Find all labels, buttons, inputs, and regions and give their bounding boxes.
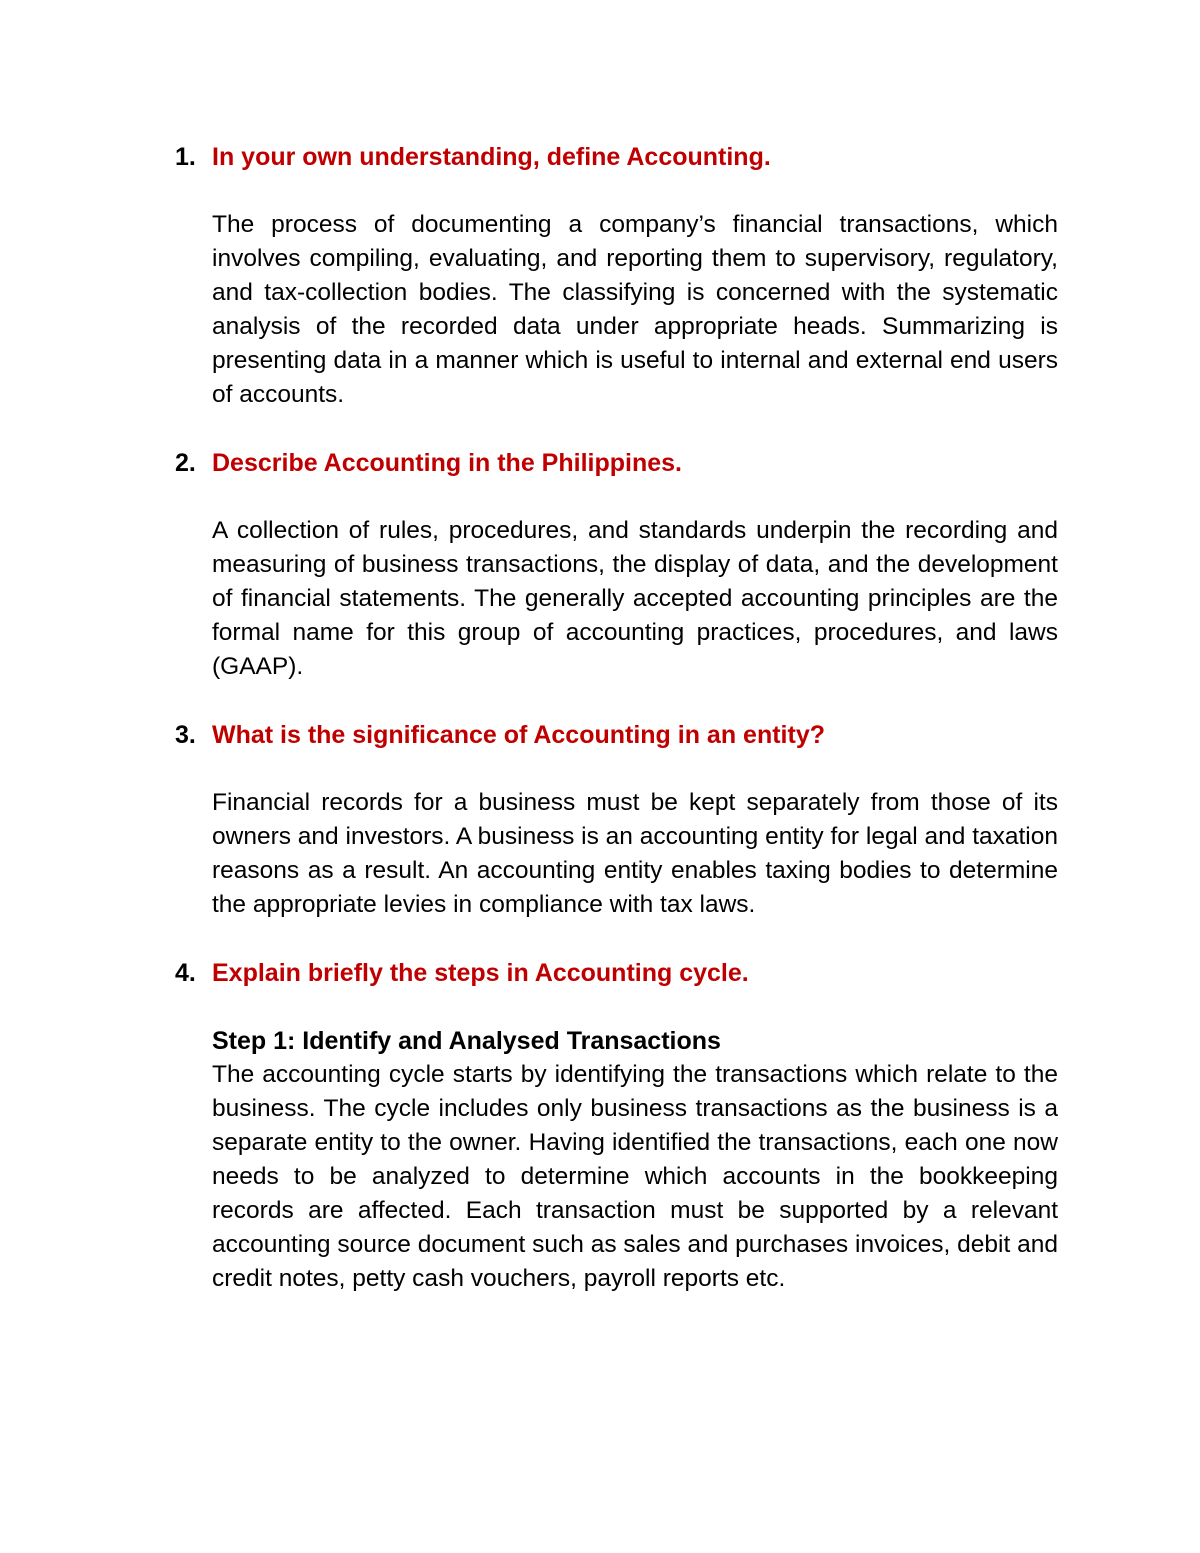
question-4: [175, 956, 1058, 1296]
step-heading: Step 1: Identify and Analysed Transactions: [212, 1027, 721, 1055]
answer-paragraph: A collection of rules, procedures, and standards underpin the recording and measuring of business transactions, the display of data, and the development of financial statements. The generally accepted accounting principles are the formal name for this group of accounting practices, procedures, and laws (GAAP).: [212, 517, 1058, 680]
question-heading: [175, 718, 1058, 752]
question-number: 3.: [175, 721, 196, 749]
question-1: [175, 140, 1058, 412]
question-2: [175, 446, 1058, 684]
answer-paragraph: Financial records for a business must be kept separately from those of its owners and investors. A business is an accounting entity for legal and taxation reasons as a result. An accounting entity enables taxing bodies to determine the appropriate levies in compliance with tax laws.: [212, 789, 1058, 918]
step-paragraph: The accounting cycle starts by identifying the transactions which relate to the business. The cycle includes only business transactions as the business is a separate entity to the owner. Having identified the transactions, each one now needs to be analyzed to determine which accounts in the bookkeeping records are affected. Each transaction must be supported by a relevant accounting source document such as sales and purchases invoices, debit and credit notes, petty cash vouchers, payroll reports etc.: [212, 1061, 1058, 1292]
question-heading: [175, 956, 1058, 990]
question-title: Explain briefly the steps in Accounting cycle.: [212, 959, 749, 987]
question-heading: [175, 140, 1058, 174]
answer-paragraph: The process of documenting a company’s financial transactions, which involves compiling, evaluating, and reporting them to supervisory, regulatory, and tax-collection bodies. The classifying is concerned with the systematic analysis of the recorded data under appropriate heads. Summarizing is presenting data in a manner which is useful to internal and external end users of accounts.: [212, 211, 1058, 408]
question-3: [175, 718, 1058, 922]
question-heading: [175, 446, 1058, 480]
question-title: Describe Accounting in the Philippines.: [212, 449, 682, 477]
question-number: 2.: [175, 449, 196, 477]
question-title: In your own understanding, define Accounting.: [212, 143, 771, 171]
question-number: 1.: [175, 143, 196, 171]
question-title: What is the significance of Accounting in an entity?: [212, 721, 826, 749]
document-content: [175, 140, 1058, 1296]
question-number: 4.: [175, 959, 196, 987]
